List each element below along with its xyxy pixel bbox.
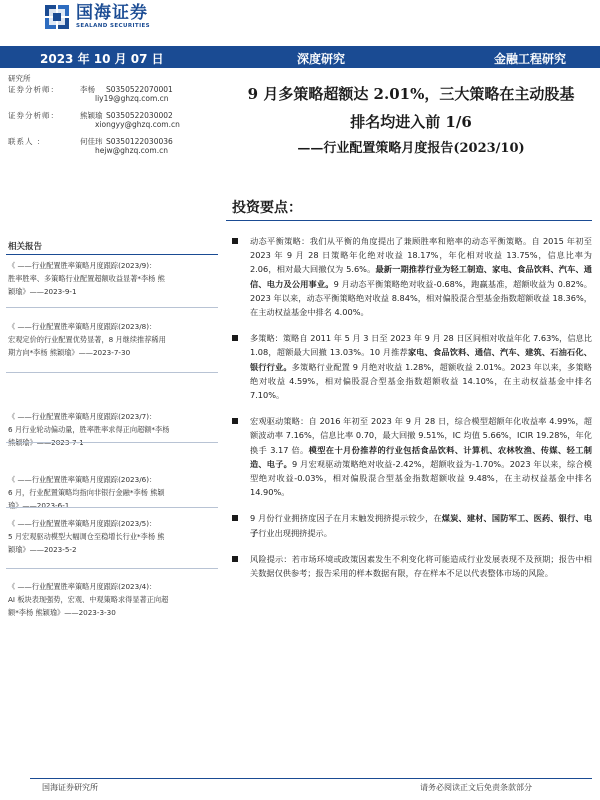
related-report-item[interactable] [8,410,220,449]
analyst-email[interactable]: liy19@ghzq.com.cn [95,94,169,103]
bullet-bold-text: 最新一期推荐行业为轻工制造、家电、食品饮料、汽车、通信、电力及公用事业。 [250,264,592,289]
section-heading: 投资要点： [232,200,302,216]
related-report-item[interactable] [8,320,220,359]
analyst-name: 熊颖瑜 [80,110,103,120]
related-report-line: 期方向*李杨 熊颖瑜》——2023-7-30 [8,348,131,357]
related-divider [6,372,218,373]
bullet-text: 多策略：策略自 2011 年 5 月 3 日至 2023 年 9 月 28 日区间相对收益年化 7.63%，信息比 1.08，超额最大回撤 13.03%。10 月推荐 [250,333,592,358]
analyst-name: 李杨 [80,84,95,94]
related-report-line: 熊颖瑜》——2023-7-1 [8,438,84,447]
bullet-risk-warning [228,552,592,580]
header-bar [0,46,600,68]
bullet-multi-strategy [228,331,592,402]
footer-institute: 国海证券研究所 [42,783,98,792]
related-report-line: 胜率胜率、多策略行业配置超额收益显著*李杨 熊 [8,274,165,283]
related-report-line: 《 ——行业配置胜率策略月度跟踪(2023/5)： [8,519,157,528]
bullet-text: 9 月动态平衡策略绝对收益-0.68%，跑赢基准，超额收益为 0.82%。2023 年以来，动态平衡策略绝对收益 8.84%，相对偏股混合型基金指数超额收益 18.36%，在主动权益基金中排名 4.00%。 [250,278,592,318]
bullet-dynamic-balance [228,234,592,319]
related-report-line: 颖瑜》——2023-9-1 [8,287,77,296]
analyst-cert: S0350522070001 [106,84,173,94]
company-name-en: SEALAND SECURITIES [76,23,151,29]
related-report-line: 颖瑜》——2023-5-2 [8,545,77,554]
report-date: 2023 年 10 月 07 日 [40,52,164,66]
title-line-1: 9 月多策略超额达 2.01%，三大策略在主动股基 [247,85,575,103]
company-name-cn: 国海证券 [76,3,148,23]
related-report-line: 《 ——行业配置胜率策略月度跟踪(2023/9)： [8,261,157,270]
report-title [222,80,600,162]
related-reports-heading: 相关报告 [8,242,43,252]
bullet-marker-icon [232,238,238,244]
logo-icon [44,4,70,30]
bullet-crowding [228,511,592,539]
bullet-marker-icon [232,515,238,521]
related-report-item[interactable] [8,517,220,556]
institute-label: 研究所 [8,74,31,83]
bullet-marker-icon [232,556,238,562]
investment-highlights [228,234,592,592]
bullet-text: 宏观驱动策略：自 2016 年初至 2023 年 9 月 28 日，综合模型超额年化收益率 4.99%，超额波动率 7.16%，信息比率 0.70，最大回撤 9.51%，IC 均值 5.66%，ICIR 19.28%，年化换手 3.17 倍。 [250,416,592,455]
bullet-text: 9 月宏观驱动策略绝对收益-2.42%，超额收益为-1.70%。2023 年以来，综合模型绝对收益-0.03%，相对偏股混合型基金指数超额收益 9.48%，在主动权益基金中排名 14.90%。 [250,458,592,498]
related-report-line: AI 板块表现强势，宏观、中观策略求得显著正向超 [8,595,169,604]
analyst-row [8,111,223,121]
report-type: 深度研究 [297,52,346,66]
bullet-text: 动态平衡策略：我们从平衡的角度提出了兼顾胜率和赔率的动态平衡策略。自 2015 年初至 2023 年 9 月 28 日策略年化绝对收益 18.17%，年化相对收益 13.75%，信息比率为 2.06，相对最大回撤仅为 5.6%。 [250,236,592,275]
related-report-line: 5 月宏观驱动模型大幅调仓至稳增长行业*李杨 熊 [8,532,165,541]
analyst-role: 证券分析师： [8,84,59,94]
related-report-line: 宏观定价的行业配置优势显著，8 月继续推荐稀用 [8,335,166,344]
related-divider [6,307,218,308]
analyst-row [8,85,223,95]
related-report-line: 6 月，行业配置策略均指向非银行金融*李杨 熊颖 [8,488,165,497]
analyst-email[interactable]: xiongyy@ghzq.com.cn [95,120,180,129]
analyst-cert: S0350522030002 [106,110,173,120]
analyst-role: 联系人 ： [8,136,46,146]
related-report-line: 额*李杨 熊颖瑜》——2023-3-30 [8,608,116,617]
related-report-line: 《 ——行业配置胜率策略月度跟踪(2023/4)： [8,582,157,591]
related-report-line: 《 ——行业配置胜率策略月度跟踪(2023/6)： [8,475,157,484]
related-report-line: 《 ——行业配置胜率策略月度跟踪(2023/8)： [8,322,157,331]
department: 金融工程研究 [494,52,567,66]
bullet-text: 9 月份行业拥挤度因子在月末触发拥挤提示较少，在 [250,513,442,524]
analyst-cert: S0350122030036 [106,136,173,146]
bullet-bold-text: 煤炭、建材、国防军工、医药、银行、电子 [250,513,592,538]
bullet-bold-text: 模型在十月份推荐的行业包括食品饮料、计算机、农林牧渔、传媒、轻工制造、电子。 [250,444,592,469]
analyst-email[interactable]: hejw@ghzq.com.cn [95,146,168,155]
analyst-block [8,74,223,163]
analyst-role: 证券分析师： [8,110,59,120]
footer-divider [30,778,592,779]
related-report-line: 瑜》——2023-6-1 [8,501,70,510]
bullet-marker-icon [232,418,238,424]
title-line-2: 排名均进入前 1/6 [350,113,472,131]
related-divider [6,442,218,443]
bullet-text: 多策略行业配置 9 月绝对收益 1.28%，超额收益 2.01%。2023 年以来，多策略绝对收益 4.59%，相对偏股混合型基金指数超额收益 14.10%，在主动权益基金中排名 7.10%。 [250,361,592,401]
bullet-text: 风险提示：若市场环境或政策因素发生不利变化将可能造成行业发展表现不及预期；报告中相关数据仅供参考；报告采用的样本数据有限，存在样本不足以代表整体市场的风险。 [250,553,592,579]
related-report-line: 6 月行业轮动偏动量，胜率胜率求得正向超额*李杨 [8,425,170,434]
bullet-bold-text: 家电、食品饮料、通信、汽车、建筑、石油石化、银行行业。 [250,347,592,372]
related-report-line: 《 ——行业配置胜率策略月度跟踪(2023/7)： [8,412,157,421]
analyst-row [8,137,223,147]
bullet-macro-strategy [228,414,592,499]
bullet-marker-icon [232,335,238,341]
related-divider [6,507,218,508]
company-logo [44,4,150,30]
section-divider [226,220,592,221]
bullet-text: 行业出现拥挤提示。 [258,527,332,538]
related-report-item[interactable] [8,259,220,298]
related-report-item[interactable] [8,580,220,619]
related-divider [6,568,218,569]
analyst-name: 何佳玮 [80,136,103,146]
title-subtitle: ——行业配置策略月度报告(2023/10) [297,141,525,156]
footer-disclaimer: 请务必阅读正文后免责条款部分 [420,783,532,792]
related-divider [6,254,218,255]
